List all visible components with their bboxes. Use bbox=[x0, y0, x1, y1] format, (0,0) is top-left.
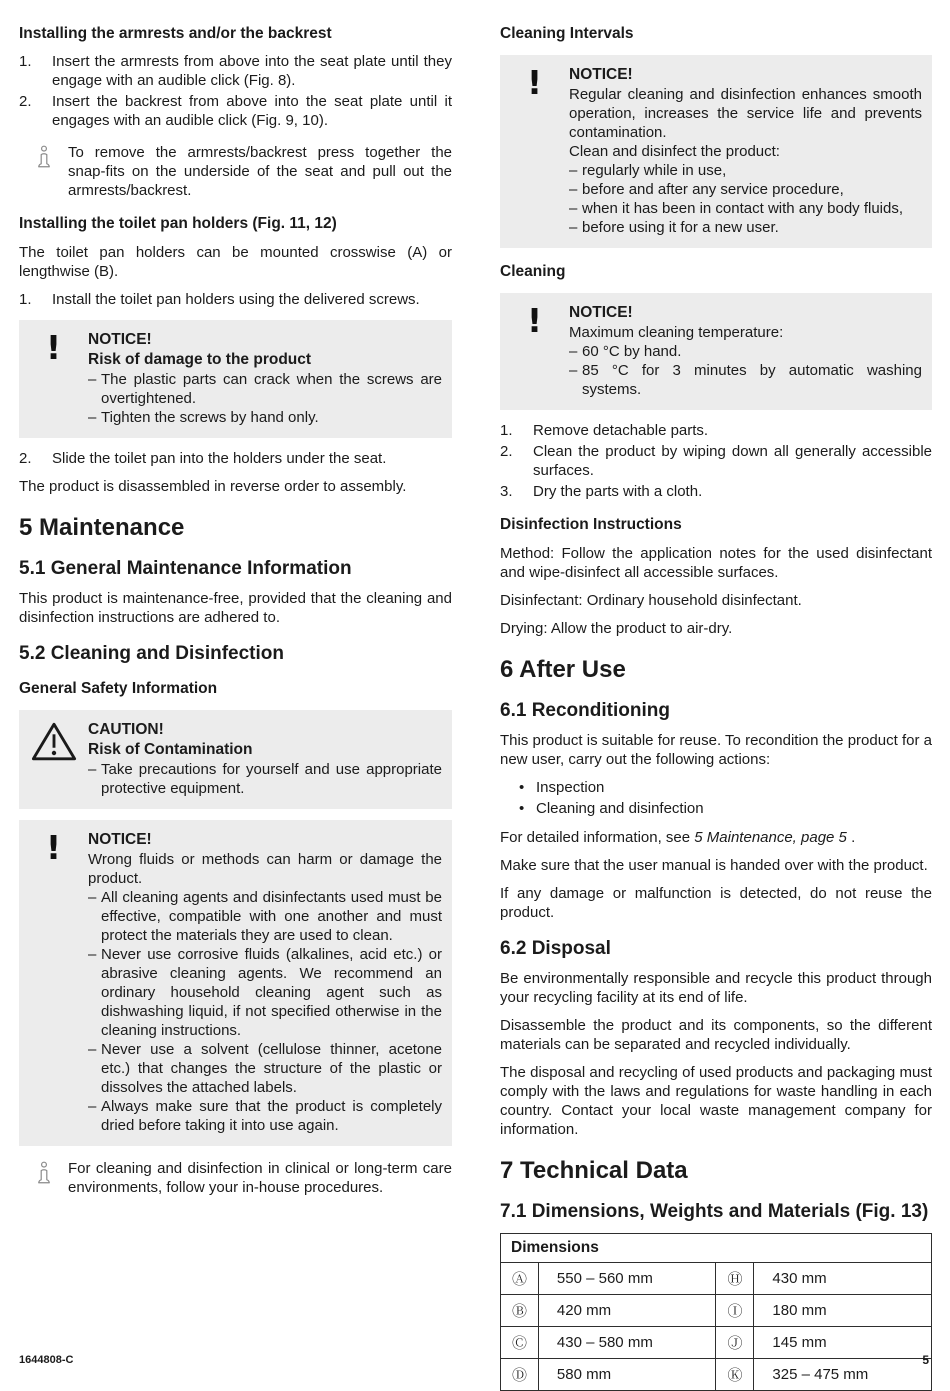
list-item-number: 2. bbox=[19, 450, 32, 467]
bullet-glyph: • bbox=[519, 779, 525, 796]
bullet-glyph: • bbox=[519, 800, 525, 817]
notice-intro: Wrong fluids or methods can harm or damage the product. bbox=[88, 851, 442, 887]
bullet-item-text: Inspection bbox=[536, 779, 605, 796]
paragraph: This product is suitable for reuse. To recondition the product for a new user, carry out the following actions: bbox=[500, 732, 932, 768]
dim-key-d: Ⓓ bbox=[501, 1359, 539, 1391]
paragraph: Disinfectant: Ordinary household disinfectant. bbox=[500, 592, 802, 609]
notice-box-temperature bbox=[500, 293, 932, 410]
notice-body bbox=[569, 303, 922, 399]
dash-bullet: – bbox=[88, 371, 97, 388]
list-item bbox=[19, 52, 452, 90]
notice-body bbox=[88, 330, 442, 427]
info-icon bbox=[19, 1159, 68, 1197]
notice-box-fluids bbox=[19, 820, 452, 1146]
notice-list-item bbox=[88, 370, 442, 408]
heading-cleaning-intervals: Cleaning Intervals bbox=[500, 25, 634, 42]
dash-bullet: – bbox=[88, 761, 97, 778]
notice-title: NOTICE! bbox=[88, 831, 152, 848]
warning-triangle-icon bbox=[19, 720, 88, 798]
dash-bullet: – bbox=[88, 889, 97, 906]
footer-page-number: 5 bbox=[922, 1353, 929, 1367]
dim-value-j: 145 mm bbox=[754, 1327, 932, 1359]
reference-suffix: . bbox=[846, 829, 856, 846]
caution-list-item-text: Take precautions for yourself and use appropriate protective equipment. bbox=[101, 761, 442, 797]
heading-after-use: 6 After Use bbox=[500, 656, 626, 683]
armrest-steps-list bbox=[19, 52, 452, 130]
paragraph: Method: Follow the application notes for the used disinfectant and wipe-disinfect all accessible surfaces. bbox=[500, 545, 932, 581]
paragraph: Drying: Allow the product to air-dry. bbox=[500, 620, 733, 637]
paragraph: Disassemble the product and its components, so the different materials can be separated and recycled individually. bbox=[500, 1017, 932, 1053]
notice-list-item-text: Never use corrosive fluids (alkalines, acid etc.) or abrasive cleaning agents. We recommend an ordinary household cleaning agent such as dishwashing liquid, if not specified otherwise in the cleaning instructions. bbox=[101, 946, 442, 1039]
caution-list-item bbox=[88, 760, 442, 798]
dim-value-h: 430 mm bbox=[754, 1263, 932, 1295]
dim-key-k: Ⓚ bbox=[716, 1359, 754, 1391]
heading-general-safety: General Safety Information bbox=[19, 680, 218, 697]
caution-box-contamination bbox=[19, 710, 452, 809]
bullet-item-text: Cleaning and disinfection bbox=[536, 800, 704, 817]
notice-lead: Clean and disinfect the product: bbox=[569, 143, 780, 160]
notice-list-item-text: Tighten the screws by hand only. bbox=[101, 409, 319, 426]
heading-dimensions: 7.1 Dimensions, Weights and Materials (Fig. 13) bbox=[500, 1201, 929, 1222]
notice-box-damage bbox=[19, 320, 452, 438]
list-item-number: 2. bbox=[500, 443, 513, 460]
notice-exclamation-icon bbox=[19, 830, 88, 1135]
dim-value-c: 430 – 580 mm bbox=[538, 1327, 716, 1359]
paragraph: Be environmentally responsible and recycle this product through your recycling facility at its end of life. bbox=[500, 970, 932, 1006]
dim-value-k: 325 – 475 mm bbox=[754, 1359, 932, 1391]
table-header-dimensions: Dimensions bbox=[501, 1234, 932, 1263]
notice-subtitle: Risk of damage to the product bbox=[88, 351, 312, 368]
list-item bbox=[19, 290, 452, 309]
list-item-number: 2. bbox=[19, 93, 32, 110]
dash-bullet: – bbox=[88, 946, 97, 963]
footer-document-id: 1644808-C bbox=[19, 1354, 74, 1366]
dash-bullet: – bbox=[88, 409, 97, 426]
notice-list-item-text: Always make sure that the product is completely dried before taking it into use again. bbox=[101, 1098, 442, 1134]
heading-general-maintenance: 5.1 General Maintenance Information bbox=[19, 558, 352, 579]
caution-subtitle: Risk of Contamination bbox=[88, 741, 253, 758]
paragraph: This product is maintenance-free, provided that the cleaning and disinfection instructions are adhered to. bbox=[19, 590, 452, 626]
list-item-text: Dry the parts with a cloth. bbox=[533, 483, 703, 500]
notice-list-item-text: All cleaning agents and disinfectants used must be effective, compatible with one another and must protect the materials they are used to clean. bbox=[101, 889, 442, 944]
notice-list-item bbox=[88, 1040, 442, 1097]
list-item-text: Clean the product by wiping down all generally accessible surfaces. bbox=[533, 443, 932, 479]
notice-exclamation-icon bbox=[500, 303, 569, 399]
dim-key-h: Ⓗ bbox=[716, 1263, 754, 1295]
notice-list-item-text: before and after any service procedure, bbox=[582, 181, 844, 198]
dash-bullet: – bbox=[88, 1098, 97, 1115]
paragraph: If any damage or malfunction is detected, do not reuse the product. bbox=[500, 885, 932, 921]
heading-reconditioning: 6.1 Reconditioning bbox=[500, 700, 670, 721]
info-note-text: For cleaning and disinfection in clinical or long-term care environments, follow your in-house procedures. bbox=[68, 1160, 452, 1196]
dim-value-d: 580 mm bbox=[538, 1359, 716, 1391]
right-column bbox=[500, 20, 932, 1391]
dash-bullet: – bbox=[88, 1041, 97, 1058]
table-row bbox=[501, 1295, 932, 1327]
exclamation-glyph: ! bbox=[45, 328, 62, 367]
toilet-pan-step-2 bbox=[19, 449, 452, 468]
paragraph: The product is disassembled in reverse order to assembly. bbox=[19, 478, 407, 495]
dim-value-b: 420 mm bbox=[538, 1295, 716, 1327]
list-item-text: Slide the toilet pan into the holders under the seat. bbox=[52, 450, 387, 467]
dash-bullet: – bbox=[569, 219, 578, 236]
notice-intro: Maximum cleaning temperature: bbox=[569, 324, 784, 341]
list-item-text: Insert the armrests from above into the seat plate until they engage with an audible click (Fig. 8). bbox=[52, 53, 452, 89]
recondition-actions-list bbox=[500, 778, 932, 818]
list-item bbox=[500, 482, 932, 501]
table-row bbox=[501, 1263, 932, 1295]
list-item-number: 1. bbox=[500, 422, 513, 439]
list-item-number: 3. bbox=[500, 483, 513, 500]
left-column bbox=[19, 20, 452, 1391]
caution-body bbox=[88, 720, 442, 798]
exclamation-glyph: ! bbox=[526, 63, 543, 102]
notice-list-item bbox=[569, 180, 922, 199]
notice-list-item bbox=[88, 888, 442, 945]
dim-value-i: 180 mm bbox=[754, 1295, 932, 1327]
notice-list-item bbox=[88, 1097, 442, 1135]
exclamation-glyph: ! bbox=[526, 301, 543, 340]
notice-list-item-text: Never use a solvent (cellulose thinner, acetone etc.) that changes the structure of the plastic or dissolves the attached labels. bbox=[101, 1041, 442, 1096]
reference-prefix: For detailed information, see bbox=[500, 829, 695, 846]
paragraph: The toilet pan holders can be mounted crosswise (A) or lengthwise (B). bbox=[19, 244, 452, 280]
caution-title: CAUTION! bbox=[88, 721, 164, 738]
dash-bullet: – bbox=[569, 343, 578, 360]
list-item bbox=[500, 442, 932, 480]
dim-key-c: Ⓒ bbox=[501, 1327, 539, 1359]
heading-maintenance: 5 Maintenance bbox=[19, 514, 185, 541]
dim-value-a: 550 – 560 mm bbox=[538, 1263, 716, 1295]
table-header-row bbox=[501, 1234, 932, 1263]
table-row bbox=[501, 1359, 932, 1391]
dash-bullet: – bbox=[569, 181, 578, 198]
dimensions-table bbox=[500, 1233, 932, 1391]
notice-list-item bbox=[88, 408, 442, 427]
heading-cleaning-disinfection: 5.2 Cleaning and Disinfection bbox=[19, 643, 284, 664]
heading-installing-armrests: Installing the armrests and/or the backrest bbox=[19, 25, 332, 42]
notice-list-item bbox=[569, 218, 922, 237]
paragraph-cross-reference bbox=[500, 828, 932, 847]
dash-bullet: – bbox=[569, 162, 578, 179]
toilet-pan-step-1 bbox=[19, 290, 452, 309]
cleaning-steps-list bbox=[500, 421, 932, 501]
table-row bbox=[501, 1327, 932, 1359]
notice-title: NOTICE! bbox=[569, 304, 633, 321]
notice-list-item bbox=[88, 945, 442, 1040]
dim-key-i: Ⓘ bbox=[716, 1295, 754, 1327]
notice-list-item-text: 60 °C by hand. bbox=[582, 343, 682, 360]
notice-title: NOTICE! bbox=[569, 66, 633, 83]
list-item bbox=[500, 421, 932, 440]
heading-disposal: 6.2 Disposal bbox=[500, 938, 611, 959]
info-note-text: To remove the armrests/backrest press together the snap-fits on the underside of the seat and pull out the armrests/backrest. bbox=[68, 144, 452, 199]
list-item bbox=[19, 92, 452, 130]
notice-list-item bbox=[569, 199, 922, 218]
list-item-text: Remove detachable parts. bbox=[533, 422, 709, 439]
heading-toilet-pan-holders: Installing the toilet pan holders (Fig. 11, 12) bbox=[19, 215, 337, 232]
info-icon bbox=[19, 143, 68, 200]
notice-intro: Regular cleaning and disinfection enhances smooth operation, increases the service life and prevents contamination. bbox=[569, 86, 922, 141]
dim-key-a: Ⓐ bbox=[501, 1263, 539, 1295]
list-item-number: 1. bbox=[19, 53, 32, 70]
info-note-armrest-removal bbox=[19, 143, 452, 200]
notice-list-item-text: 85 °C for 3 minutes by automatic washing systems. bbox=[582, 362, 922, 398]
notice-list-item-text: The plastic parts can crack when the screws are overtightened. bbox=[101, 371, 442, 407]
bullet-item bbox=[510, 799, 932, 818]
notice-list-item bbox=[569, 342, 922, 361]
dash-bullet: – bbox=[569, 200, 578, 217]
dim-key-j: Ⓙ bbox=[716, 1327, 754, 1359]
reference-link-text: 5 Maintenance, page 5 bbox=[694, 829, 847, 846]
list-item-text: Install the toilet pan holders using the delivered screws. bbox=[52, 291, 420, 308]
notice-box-intervals bbox=[500, 55, 932, 248]
paragraph: Make sure that the user manual is handed over with the product. bbox=[500, 857, 928, 874]
dash-bullet: – bbox=[569, 362, 578, 379]
heading-cleaning: Cleaning bbox=[500, 263, 566, 280]
heading-disinfection-instructions: Disinfection Instructions bbox=[500, 516, 682, 533]
dim-key-b: Ⓑ bbox=[501, 1295, 539, 1327]
paragraph: The disposal and recycling of used products and packaging must comply with the laws and regulations for waste handling in each country. Contact your local waste management company for information. bbox=[500, 1064, 932, 1138]
notice-exclamation-icon bbox=[500, 65, 569, 237]
notice-body bbox=[88, 830, 442, 1135]
heading-technical-data: 7 Technical Data bbox=[500, 1157, 688, 1184]
notice-list-item-text: before using it for a new user. bbox=[582, 219, 779, 236]
list-item-number: 1. bbox=[19, 291, 32, 308]
notice-list-item bbox=[569, 361, 922, 399]
notice-body bbox=[569, 65, 922, 237]
bullet-item bbox=[510, 778, 932, 797]
notice-list-item-text: when it has been in contact with any body fluids, bbox=[582, 200, 904, 217]
notice-title: NOTICE! bbox=[88, 331, 152, 348]
list-item bbox=[19, 449, 452, 468]
list-item-text: Insert the backrest from above into the seat plate until it engages with an audible click (Fig. 9, 10). bbox=[52, 93, 452, 129]
notice-list-item bbox=[569, 161, 922, 180]
notice-exclamation-icon bbox=[19, 330, 88, 427]
exclamation-glyph: ! bbox=[45, 828, 62, 867]
info-note-clinical bbox=[19, 1159, 452, 1197]
notice-list-item-text: regularly while in use, bbox=[582, 162, 727, 179]
